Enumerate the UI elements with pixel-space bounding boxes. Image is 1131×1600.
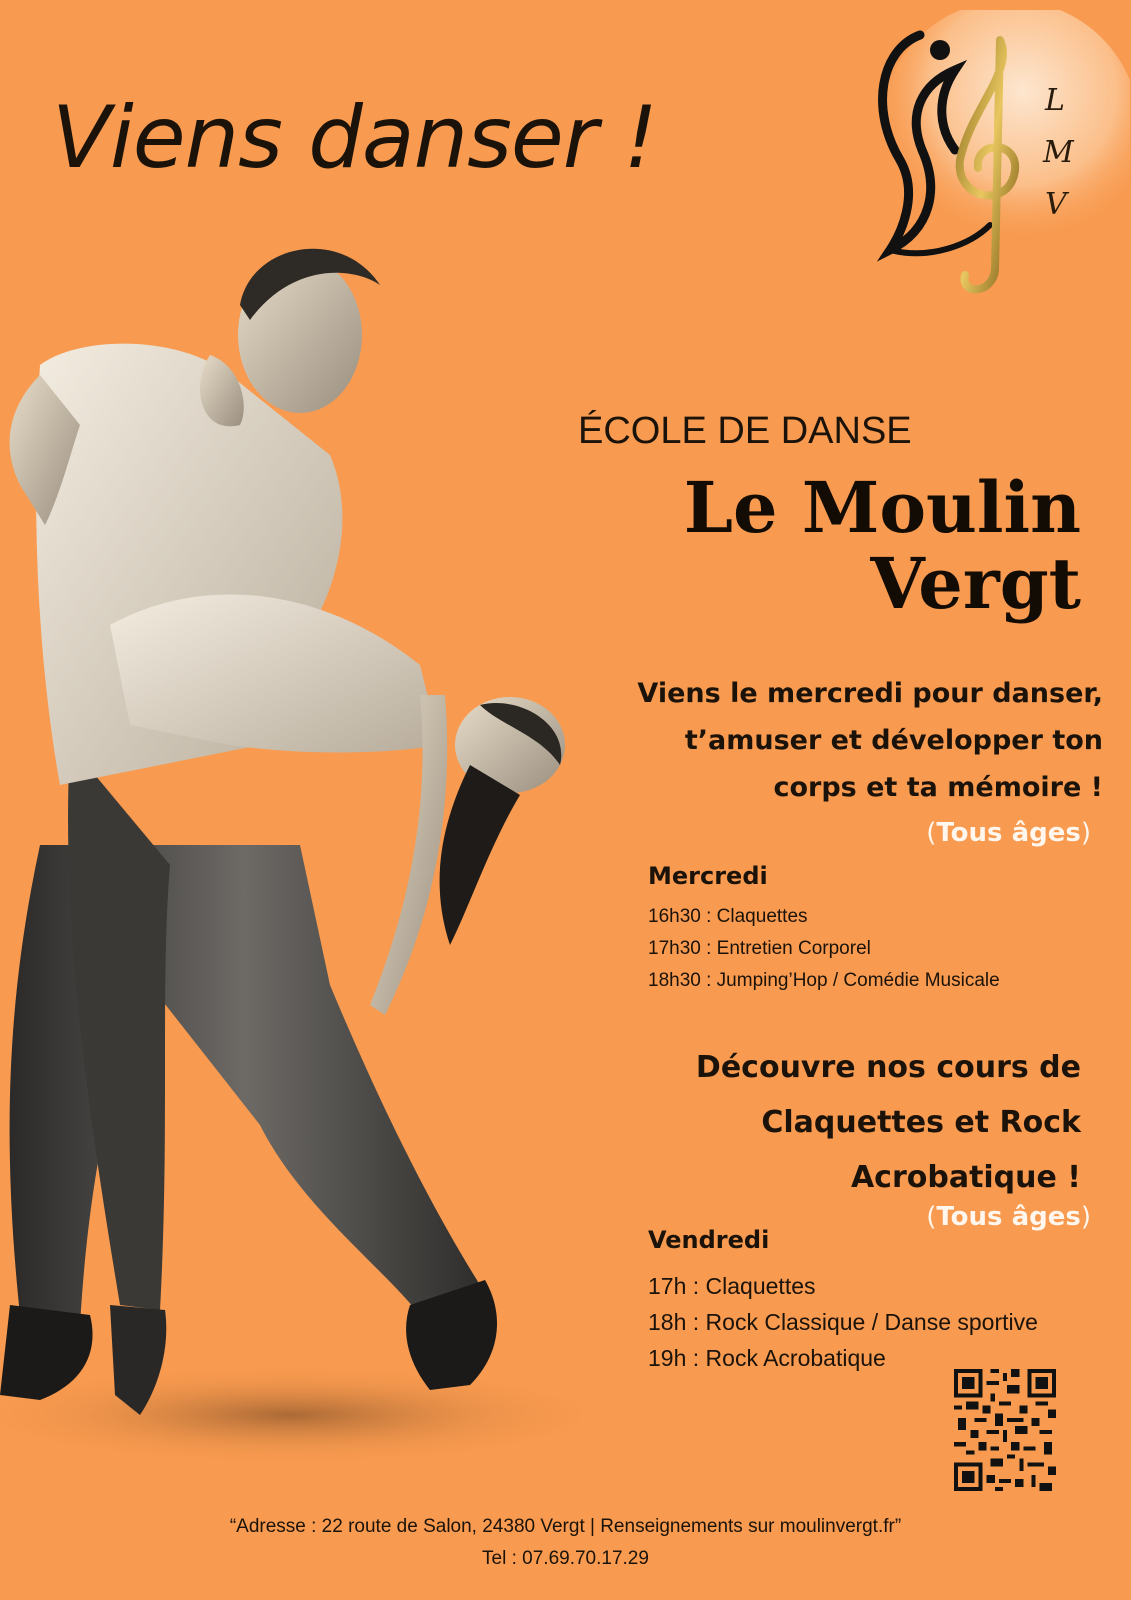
schedule-item: 18h30 : Jumping’Hop / Comédie Musicale xyxy=(648,970,1000,991)
footer-address: “Adresse : 22 route de Salon, 24380 Vergt | Renseignements sur moulinvergt.fr” xyxy=(229,1516,902,1537)
lmv-logo xyxy=(860,10,1130,310)
ages-badge-wednesday xyxy=(926,818,1091,848)
schedule-item: 19h : Rock Acrobatique xyxy=(648,1345,886,1371)
schedule-wednesday xyxy=(648,901,1000,997)
logo-letter-v: V xyxy=(1045,187,1067,222)
dancers-photo xyxy=(0,225,620,1485)
promo-text xyxy=(561,1040,1081,1205)
promo-line: Claquettes et Rock xyxy=(761,1105,1081,1140)
ages-label: Tous âges xyxy=(936,1202,1081,1232)
intro-line: t’amuser et développer ton xyxy=(684,725,1103,756)
ages-badge-friday xyxy=(926,1202,1091,1232)
intro-line: Viens le mercredi pour danser, xyxy=(637,678,1103,709)
school-name-line2: Vergt xyxy=(870,542,1081,625)
schedule-item: 17h30 : Entretien Corporel xyxy=(648,938,871,959)
day-friday: Vendredi xyxy=(648,1226,770,1254)
schedule-item: 16h30 : Claquettes xyxy=(648,906,808,927)
school-subtitle: ÉCOLE DE DANSE xyxy=(578,410,912,452)
school-name xyxy=(683,466,1081,625)
intro-text xyxy=(563,670,1103,811)
logo-letter-m: M xyxy=(1043,135,1074,170)
ages-label: Tous âges xyxy=(936,818,1081,848)
intro-line: corps et ta mémoire ! xyxy=(773,772,1103,803)
ages-open-paren: ( xyxy=(926,818,937,848)
footer-phone: Tel : 07.69.70.17.29 xyxy=(482,1548,649,1569)
ages-close-paren: ) xyxy=(1080,818,1091,848)
day-wednesday: Mercredi xyxy=(648,862,768,890)
promo-line: Acrobatique ! xyxy=(850,1160,1081,1195)
schedule-friday xyxy=(648,1268,1038,1376)
schedule-item: 18h : Rock Classique / Danse sportive xyxy=(648,1309,1038,1335)
promo-line: Découvre nos cours de xyxy=(695,1050,1081,1085)
logo-letter-l: L xyxy=(1045,83,1065,118)
ages-open-paren: ( xyxy=(926,1202,937,1232)
ages-close-paren: ) xyxy=(1080,1202,1091,1232)
schedule-item: 17h : Claquettes xyxy=(648,1273,816,1299)
school-name-line1: Le Moulin xyxy=(683,466,1081,549)
headline: Viens danser ! xyxy=(52,88,657,188)
qr-code[interactable] xyxy=(954,1368,1056,1492)
